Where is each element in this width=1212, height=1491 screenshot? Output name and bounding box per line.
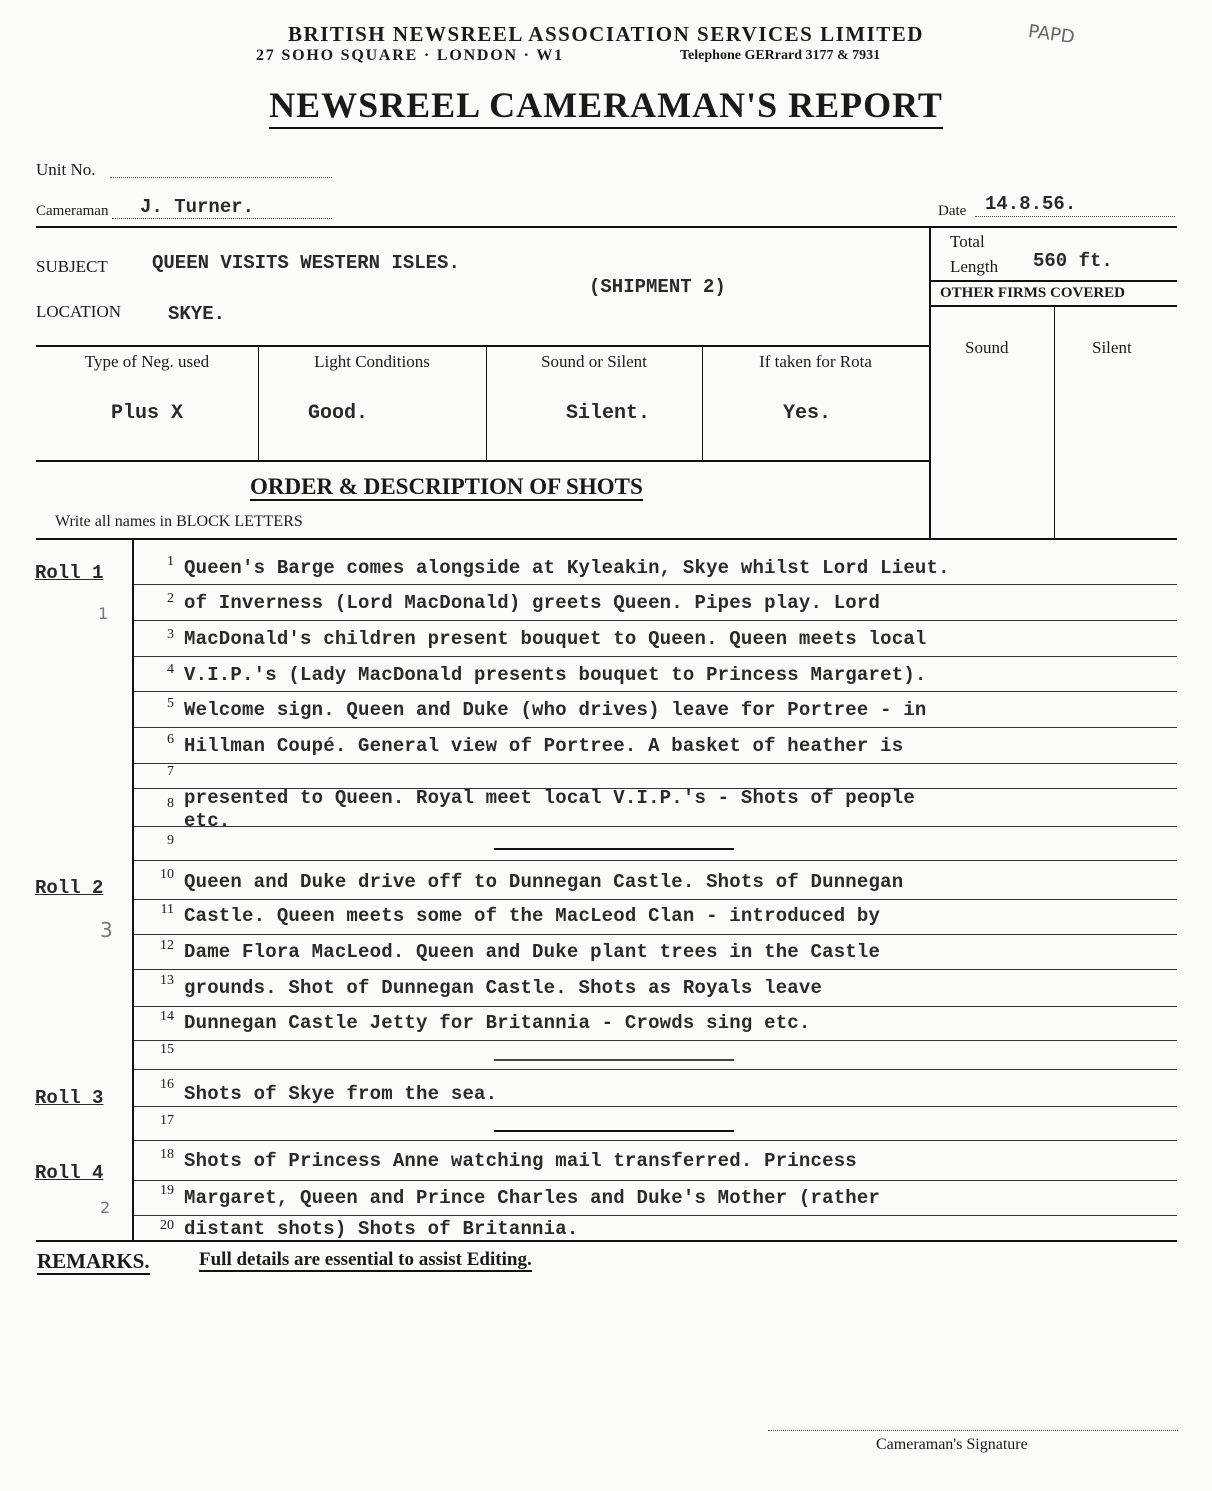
order-title: ORDER & DESCRIPTION OF SHOTS (250, 474, 643, 499)
line-number: 2 (167, 591, 174, 606)
col-sound-label: Sound or Silent (541, 352, 647, 371)
line-number: 13 (160, 973, 174, 988)
line-number: 7 (167, 764, 174, 779)
company-telephone: Telephone GERrard 3177 & 7931 (680, 48, 881, 63)
shot-line: Margaret, Queen and Prince Charles and Duke's Mother (rather (184, 1187, 881, 1209)
length-value: 560 ft. (1033, 250, 1113, 272)
roll-1-pencil: 1 (98, 604, 109, 623)
shot-line: Dame Flora MacLeod. Queen and Duke plant trees in the Castle (184, 941, 881, 963)
roll-2-label: Roll 2 (35, 877, 104, 899)
other-firms-silent: Silent (1092, 338, 1132, 357)
other-firms-title: OTHER FIRMS COVERED (940, 285, 1126, 301)
shot-line: presented to Queen. Royal meet local V.I.P.'s - Shots of people (184, 787, 915, 809)
signature-label: Cameraman's Signature (876, 1436, 1028, 1453)
cameraman-label: Cameraman (36, 203, 109, 219)
line-number: 3 (167, 627, 174, 642)
shot-line: of Inverness (Lord MacDonald) greets Queen. Pipes play. Lord (184, 592, 881, 614)
line-number: 8 (167, 796, 174, 811)
line-number: 6 (167, 732, 174, 747)
subject-value: QUEEN VISITS WESTERN ISLES. (152, 252, 460, 274)
col-light-label: Light Conditions (314, 352, 430, 371)
company-name: BRITISH NEWSREEL ASSOCIATION SERVICES LIMITED (288, 22, 924, 46)
line-number: 9 (167, 833, 174, 848)
shot-line: Hillman Coupé. General view of Portree. A basket of heather is (184, 735, 904, 757)
date-label: Date (938, 203, 967, 219)
line-number: 14 (160, 1009, 174, 1024)
line-number: 12 (160, 938, 174, 953)
shot-line: distant shots) Shots of Britannia. (184, 1218, 579, 1240)
line-number: 1 (167, 554, 174, 569)
roll-4-label: Roll 4 (35, 1162, 104, 1184)
shot-line: Dunnegan Castle Jetty for Britannia - Crowds sing etc. (184, 1012, 811, 1034)
roll-2-pencil: 3 (100, 918, 113, 942)
other-firms-sound: Sound (965, 338, 1009, 357)
shot-line: Shots of Skye from the sea. (184, 1083, 498, 1105)
shot-line: Queen's Barge comes alongside at Kyleakin, Skye whilst Lord Lieut. (184, 557, 950, 579)
line-number: 11 (160, 902, 174, 917)
roll-3-label: Roll 3 (35, 1087, 104, 1109)
col-rota-label: If taken for Rota (759, 352, 872, 371)
remarks-label: REMARKS. (37, 1249, 150, 1273)
shot-line: Queen and Duke drive off to Dunnegan Castle. Shots of Dunnegan (184, 871, 904, 893)
line-number: 17 (160, 1113, 174, 1128)
line-number: 16 (160, 1077, 174, 1092)
location-value: SKYE. (168, 303, 226, 325)
col-rota-value: Yes. (782, 402, 831, 425)
line-number: 4 (167, 662, 174, 677)
line-number: 5 (167, 696, 174, 711)
report-title: NEWSREEL CAMERAMAN'S REPORT (0, 84, 1212, 126)
company-address: 27 SOHO SQUARE · LONDON · W1 (256, 47, 564, 64)
col-neg-type-value: Plus X (110, 402, 183, 425)
line-number: 10 (160, 867, 174, 882)
shot-line: V.I.P.'s (Lady MacDonald presents bouquet to Princess Margaret). (184, 664, 927, 686)
shipment-note: (SHIPMENT 2) (589, 276, 726, 298)
shot-line: Welcome sign. Queen and Duke (who drives) leave for Portree - in (184, 699, 927, 721)
block-letters-note: Write all names in BLOCK LETTERS (55, 513, 303, 530)
shot-line: Castle. Queen meets some of the MacLeod Clan - introduced by (184, 905, 881, 927)
shot-line: MacDonald's children present bouquet to Queen. Queen meets local (184, 628, 927, 650)
roll-4-pencil: 2 (100, 1198, 111, 1217)
location-label: LOCATION (36, 302, 121, 321)
remarks-note: Full details are essential to assist Editing. (199, 1249, 532, 1270)
unit-label: Unit No. (36, 160, 96, 179)
shot-line: etc. (184, 810, 231, 832)
line-number: 18 (160, 1147, 174, 1162)
col-sound-value: Silent. (565, 402, 650, 425)
line-number: 19 (160, 1183, 174, 1198)
pencil-annotation: PAPD (1026, 20, 1076, 49)
roll-1-label: Roll 1 (35, 562, 104, 584)
col-neg-type-label: Type of Neg. used (84, 352, 210, 371)
shot-line: grounds. Shot of Dunnegan Castle. Shots as Royals leave (184, 977, 823, 999)
date-value: 14.8.56. (985, 193, 1077, 215)
shot-line: Shots of Princess Anne watching mail transferred. Princess (184, 1150, 857, 1172)
line-number: 15 (160, 1042, 174, 1057)
line-number: 20 (160, 1218, 174, 1233)
subject-label: SUBJECT (36, 257, 108, 276)
length-label: Length (950, 257, 999, 276)
col-light-value: Good. (307, 402, 368, 425)
total-label: Total (950, 232, 985, 251)
cameraman-value: J. Turner. (140, 196, 255, 218)
